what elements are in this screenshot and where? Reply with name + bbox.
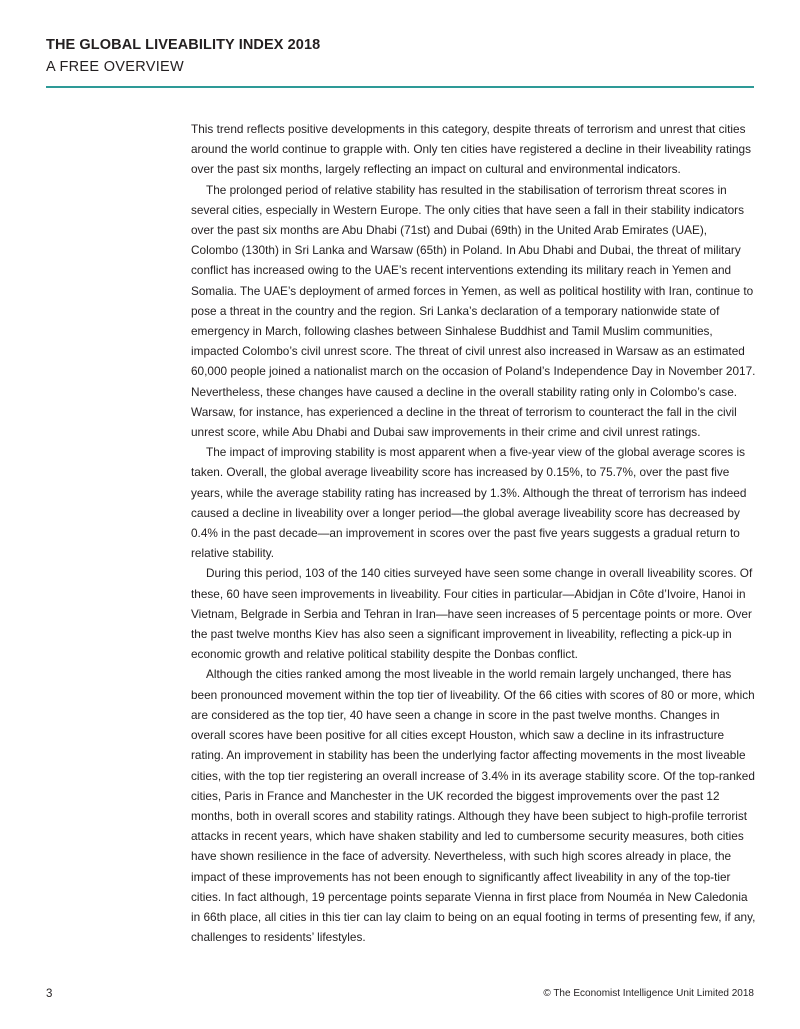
page-header <box>46 36 754 78</box>
report-subtitle: A FREE OVERVIEW <box>46 59 184 75</box>
page-number: 3 <box>46 988 53 1000</box>
copyright-notice: © The Economist Intelligence Unit Limited 2018 <box>543 988 754 999</box>
paragraph-1: This trend reflects positive developments in this category, despite threats of terrorism and unrest that cities around the world continue to grapple with. Only ten cities have registered a decline in their liveability ratings over the past six months, largely reflecting an impact on cultural and environmental indicators. <box>191 122 752 177</box>
paragraph-2: The prolonged period of relative stability has resulted in the stabilisation of terrorism threat scores in several cities, especially in Western Europe. The only cities that have seen a fall in their stability indicators over the past six months are Abu Dhabi (71st) and Dubai (69th) in the United Arab Emirates (UAE), Colombo (130th) in Sri Lanka and Warsaw (65th) in Poland. In Abu Dhabi and Dubai, the threat of military conflict has increased owing to the UAE’s recent interventions extending its military reach in Yemen and Somalia. The UAE’s deployment of armed forces in Yemen, as well as political hostility with Iran, continue to pose a threat in the country and the region. Sri Lanka’s declaration of a temporary nationwide state of emergency in March, following clashes between Sinhalese Buddhist and Tamil Muslim communities, impacted Colombo’s civil unrest score. The threat of civil unrest also increased in Warsaw as an estimated 60,000 people joined a nationalist march on the occasion of Poland’s Independence Day in November 2017. Nevertheless, these changes have caused a decline in the overall stability rating only in Colombo’s case. Warsaw, for instance, has experienced a decline in the threat of terrorism to counteract the fall in the civil unrest score, while Abu Dhabi and Dubai saw improvements in their crime and civil unrest ratings. <box>191 182 756 440</box>
report-title: THE GLOBAL LIVEABILITY INDEX 2018 <box>46 37 321 53</box>
paragraph-5: Although the cities ranked among the most liveable in the world remain largely unchanged, there has been pronounced movement within the top tier of liveability. Of the 66 cities with scores of 80 or more, which are considered as the top tier, 40 have seen a change in score in the past twelve months. Changes in overall scores have been positive for all cities except Houston, which saw a decline in its infrastructure rating. An improvement in stability has been the underlying factor affecting movements in the most liveable cities, with the top tier registering an overall increase of 3.4% in its average stability score. Of the top-ranked cities, Paris in France and Manchester in the UK recorded the biggest improvements over the past 12 months, both in overall scores and stability ratings. Although they have been subject to high-profile terrorist attacks in recent years, which have shaken stability and led to cumbersome security measures, both cities have shown resilience in the face of adversity. Nevertheless, with such high scores already in place, the impact of these improvements has not been enough to significantly affect liveability in any of the top-tier cities. In fact although, 19 percentage points separate Vienna in first place from Nouméa in New Caledonia in 66th place, all cities in this tier can lay claim to being on an equal footing in terms of presenting few, if any, challenges to residents’ lifestyles. <box>191 667 756 945</box>
paragraph-4: During this period, 103 of the 140 cities surveyed have seen some change in overall liveability scores. Of these, 60 have seen improvements in liveability. Four cities in particular—Abidjan in Côte d’Ivoire, Hanoi in Vietnam, Belgrade in Serbia and Tehran in Iran—have seen increases of 5 percentage points or more. Over the past twelve months Kiev has also seen a significant improvement in liveability, reflecting a pick-up in economic growth and relative political stability despite the Donbas conflict. <box>191 566 753 662</box>
header-divider <box>46 86 754 88</box>
article-body <box>191 119 757 947</box>
paragraph-3: The impact of improving stability is most apparent when a five-year view of the global average scores is taken. Overall, the global average liveability score has increased by 0.15%, to 75.7%, over the past five years, while the average stability rating has increased by 1.3%. Although the threat of terrorism has indeed caused a decline in liveability over a longer period—the global average liveability score has decreased by 0.4% in the past decade—an improvement in scores over the past five years suggests a gradual return to relative stability. <box>191 445 747 561</box>
